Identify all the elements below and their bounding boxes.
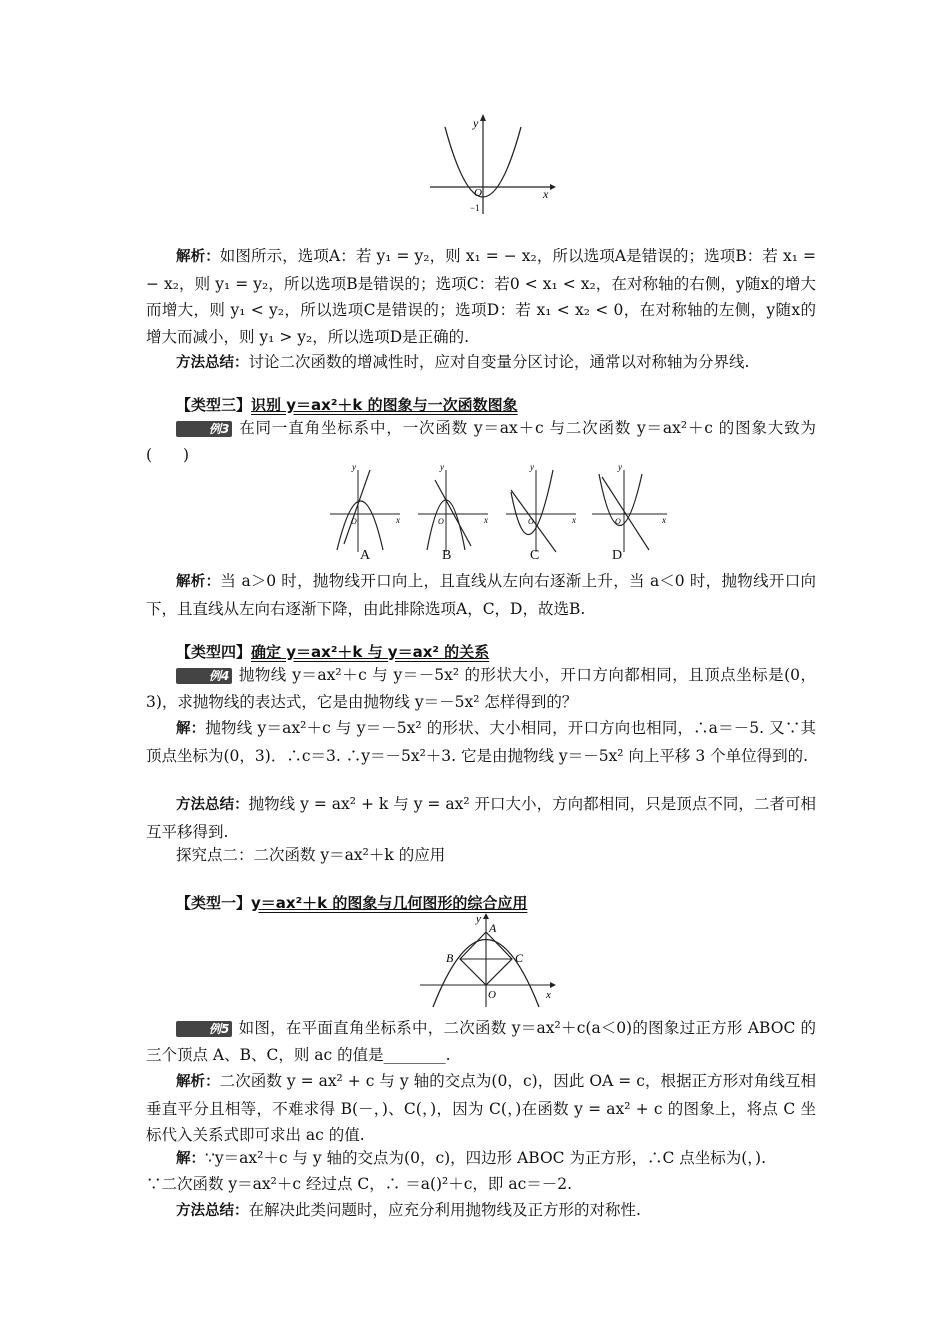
solution-5: 解：∵y＝ax²＋c 与 y 轴的交点为(0，c)，四边形 ABOC 为正方形，∴C 点坐标为(，). [176, 1149, 767, 1167]
option-c-graph [506, 462, 576, 552]
svg-text:x: x [396, 515, 400, 525]
x-axis-arrow [550, 184, 556, 190]
options-figure [325, 462, 675, 567]
svg-text:O: O [438, 517, 444, 526]
svg-text:y: y [530, 462, 534, 472]
option-d-graph [592, 462, 667, 552]
x-label: x [546, 989, 551, 1001]
example-3: 例3 在同一直角坐标系中，一次函数 y＝ax＋c 与二次函数 y＝ax²＋c 的图象大致为( ) [146, 419, 816, 464]
origin-label: O [488, 989, 496, 1001]
svg-text:x: x [484, 515, 488, 525]
point-a-label: A [489, 921, 497, 935]
option-label-d: D [612, 548, 623, 563]
svg-text:y: y [618, 462, 622, 472]
summary-4: 方法总结：抛物线 y = ax² + k 与 y = ax² 开口大小，方向都相同，只是顶点不同，二者可相互平移得到. [146, 795, 816, 841]
svg-text:y: y [440, 462, 444, 472]
example-5: 例5 如图，在平面直角坐标系中，二次函数 y＝ax²＋c(a＜0)的图象过正方形 ABOC 的三个顶点 A、B、C，则 ac 的值是________. [146, 1019, 816, 1064]
origin-label: O [474, 187, 482, 199]
example-4: 例4 抛物线 y＝ax²＋c 与 y＝－5x² 的形状大小，开口方向都相同，且顶点坐标是(0，3)，求抛物线的表达式，它是由抛物线 y＝－5x² 怎样得到的？ [146, 666, 816, 711]
square-parabola-figure [418, 912, 563, 1012]
point-c-label: C [515, 951, 524, 965]
y-label: y [473, 116, 479, 130]
summary-5: 方法总结：在解决此类问题时，应充分利用抛物线及正方形的对称性. [176, 1201, 641, 1219]
option-a-graph [330, 462, 400, 552]
type4-heading: 【类型四】确定 y＝ax²＋k 与 y＝ax² 的关系 [176, 643, 490, 661]
solution-5-line2: ∵二次函数 y＝ax²＋c 经过点 C，∴ ＝a()²＋c，即 ac＝－2. [146, 1175, 573, 1193]
solution-4: 解：抛物线 y＝ax²＋c 与 y＝－5x² 的形状、大小相同，开口方向也相同，∴a＝－5. 又∵其顶点坐标为(0，3)．∴c＝3. ∴y＝－5x²＋3. 它是由抛物线 y＝－5x² 向上平移 3 个单位得到的. [146, 719, 817, 765]
x-axis-arrow [550, 982, 556, 988]
svg-text:y: y [352, 462, 356, 472]
x-label: x [543, 187, 549, 201]
summary-2: 方法总结：讨论二次函数的增减性时，应对自变量分区讨论，通常以对称轴为分界线. [176, 353, 750, 371]
analysis-3: 解析：当 a＞0 时，抛物线开口向上，且直线从左向右逐渐上升，当 a＜0 时，抛物线开口向下，且直线从左向右逐渐下降，由此排除选项A，C，D，故选B. [146, 572, 817, 618]
svg-text:O: O [615, 517, 621, 526]
analysis-5: 解析：二次函数 y = ax² + c 与 y 轴的交点为(0，c)，因此 OA = c，根据正方形对角线互相垂直平分且相等，不难求得 B(－，)、C(，)，因为 C(，)在函数 y = ax² + c 的图象上，将点 C 坐标代入关系式即可求出 ac 的值. [146, 1072, 816, 1144]
minus-one-label: −1 [470, 203, 480, 213]
svg-text:O: O [528, 517, 534, 526]
option-label-b: B [442, 548, 452, 563]
y-axis-arrow [483, 913, 489, 919]
example-badge: 例4 [176, 668, 232, 684]
svg-text:O: O [351, 517, 357, 526]
option-label-a: A [360, 548, 371, 563]
y-label: y [476, 913, 481, 925]
option-label-c: C [530, 548, 540, 563]
example-badge: 例3 [176, 421, 232, 437]
svg-text:x: x [572, 515, 576, 525]
y-axis-arrow [480, 114, 486, 121]
explore-point-2: 探究点二：二次函数 y＝ax²＋k 的应用 [176, 846, 446, 864]
svg-text:x: x [662, 515, 666, 525]
type1-heading: 【类型一】y＝ax²＋k 的图象与几何图形的综合应用 [176, 894, 528, 912]
example-badge: 例5 [176, 1021, 232, 1037]
parabola-figure-1 [425, 112, 560, 222]
type3-heading: 【类型三】识别 y＝ax²＋k 的图象与一次函数图象 [176, 396, 518, 414]
analysis-2: 解析：如图所示，选项A：若 y₁ = y₂，则 x₁ = − x₂，所以选项A是错误的；选项B：若 x₁ = − x₂，则 y₁ = y₂，所以选项B是错误的；选项C：若0 < x₁ < x₂，在对称轴的右侧，y随x的增大而增大，则 y₁ < y₂，所以选项C是错误的；选项D：若 x₁ < x₂ < 0，在对称轴的左侧，y随x的增大而减小，则 y₁ > y₂，所以选项D是正确的. [146, 247, 816, 346]
point-b-label: B [446, 951, 454, 965]
option-b-graph [418, 462, 488, 552]
